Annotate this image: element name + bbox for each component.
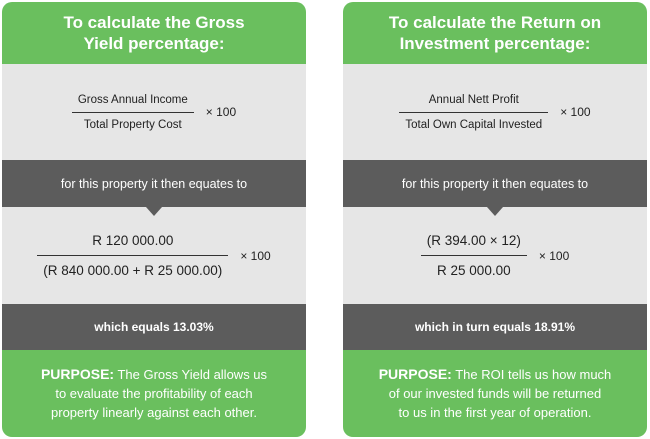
roi-header — [343, 2, 647, 64]
roi-purpose — [343, 350, 647, 437]
roi-calc-multiplier: × 100 — [538, 248, 570, 263]
gross-yield-calc-denominator: (R 840 000.00 + R 25 000.00) — [43, 263, 223, 278]
roi-purpose-line2: of our invested funds will be returned — [388, 386, 602, 401]
gross-yield-purpose — [2, 350, 306, 437]
roi-title-line2: Investment percentage: — [399, 34, 591, 53]
gross-yield-calc-fraction — [37, 233, 228, 278]
gross-yield-formula-fraction — [72, 94, 194, 131]
roi-card — [343, 2, 647, 437]
pointer-arrow-icon — [146, 207, 162, 216]
roi-calculation — [343, 207, 647, 304]
roi-equates-band — [343, 160, 647, 207]
gross-yield-title-line2: Yield percentage: — [83, 34, 225, 53]
roi-equates-text: for this property it then equates to — [401, 176, 589, 191]
roi-formula — [343, 64, 647, 160]
roi-title-line1: To calculate the Return on — [388, 13, 602, 32]
roi-formula-multiplier: × 100 — [560, 105, 591, 119]
roi-calc-fraction — [421, 233, 527, 278]
gross-yield-formula-multiplier: × 100 — [205, 105, 237, 119]
gross-yield-purpose-label: PURPOSE: — [40, 366, 115, 382]
gross-yield-purpose-line1: The Gross Yield allows us — [117, 367, 268, 382]
pointer-arrow-icon — [487, 207, 503, 216]
gross-yield-equates-text: for this property it then equates to — [60, 176, 248, 191]
roi-result — [343, 304, 647, 350]
gross-yield-equates-band — [2, 160, 306, 207]
gross-yield-purpose-line3: property linearly against each other. — [51, 405, 257, 420]
roi-result-text: which in turn equals 18.91% — [414, 320, 576, 334]
gross-yield-header — [2, 2, 306, 64]
roi-calc-numerator: (R 394.00 × 12) — [426, 233, 521, 248]
gross-yield-title-line1: To calculate the Gross — [63, 13, 245, 32]
gross-yield-purpose-line2: to evaluate the profitability of each — [55, 386, 253, 401]
roi-purpose-line3: to us in the first year of operation. — [398, 405, 592, 420]
gross-yield-formula-numerator: Gross Annual Income — [77, 93, 188, 106]
roi-formula-numerator: Annual Nett Profit — [428, 93, 519, 106]
gross-yield-calc-numerator: R 120 000.00 — [92, 233, 174, 248]
roi-formula-fraction — [399, 94, 548, 131]
gross-yield-formula — [2, 64, 306, 160]
gross-yield-formula-denominator: Total Property Cost — [83, 118, 182, 131]
gross-yield-card — [2, 2, 306, 437]
gross-yield-calc-multiplier: × 100 — [240, 248, 271, 263]
roi-purpose-label: PURPOSE: — [378, 366, 452, 382]
gross-yield-calculation — [2, 207, 306, 304]
roi-calc-denominator: R 25 000.00 — [437, 263, 511, 278]
gross-yield-result-text: which equals 13.03% — [94, 320, 214, 334]
roi-formula-denominator: Total Own Capital Invested — [405, 118, 543, 131]
gross-yield-result — [2, 304, 306, 350]
roi-purpose-line1: The ROI tells us how much — [455, 367, 612, 382]
